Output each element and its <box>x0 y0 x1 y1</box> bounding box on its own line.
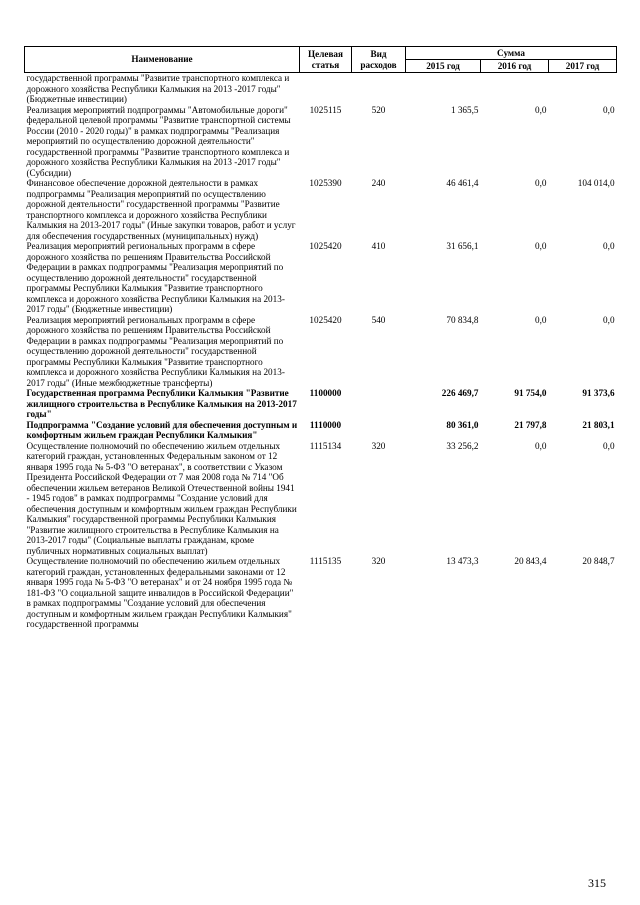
row-name: Подпрограмма "Создание условий для обеспечения доступным и комфортным жильем граждан Республики Калмыкия" <box>26 419 298 440</box>
row-expense-type: 320 <box>371 440 386 451</box>
budget-table-page <box>24 46 616 630</box>
row-target-article: 1100000 <box>309 388 342 398</box>
row-sum-2017: 21 803,1 <box>582 419 615 430</box>
header-year-2017: 2017 год <box>549 60 617 73</box>
row-name: Реализация мероприятий подпрограммы "Автомобильные дороги" федеральной целевой программы "Развитие транспортной системы России (2010 - 2020 годы)" в рамках подпрограммы "Реализация мероприятий по осуществлению дорожной деятельности" государственной программы "Развитие транспортного комплекса и дорожного хозяйства Республики Калмыкия на 2013 -2017 годы" (Субсидии) <box>26 104 291 178</box>
row-sum-2015: 70 834,8 <box>446 314 479 325</box>
row-name: Государственная программа Республики Калмыкия "Развитие жилищного строительства в Республике Калмыкия на 2013-2017 годы" <box>26 388 297 419</box>
row-sum-2015 <box>406 73 481 105</box>
header-target-article: Целевая статья <box>300 47 352 73</box>
row-name: Реализация мероприятий региональных программ в сфере дорожного хозяйства по решениям Правительства Российской Федерации в рамках подпрограммы "Реализация мероприятий по осуществлению дорожной деятельности" государственной программы Республики Калмыкия "Развитие транспортного комплекса и дорожного хозяйства Республики Калмыкия на 2013-2017 годы" (Бюджетные инвестиции) <box>26 241 285 314</box>
row-expense-type: 520 <box>371 104 386 115</box>
row-sum-2016: 0,0 <box>535 178 547 188</box>
row-sum-2016: 0,0 <box>535 104 547 115</box>
row-sum-2015: 1 365,5 <box>450 104 479 115</box>
header-name: Наименование <box>25 47 300 73</box>
row-sum-2016: 91 754,0 <box>514 388 547 398</box>
row-sum-2015: 13 473,3 <box>446 556 479 566</box>
row-expense-type <box>352 420 406 441</box>
row-sum-2017: 91 373,6 <box>582 388 615 398</box>
row-name: Осуществление полномочий по обеспечению жильем отдельных категорий граждан, установленных федеральными законами от 12 января 1995 года № 5-ФЗ "О ветеранах" и от 24 ноября 1995 года № 181-ФЗ "О социальной защите инвалидов в Российской Федерации" в рамках подпрограммы "Создание условий для обеспечения доступным и комфортным жильем граждан Республики Калмыкия" государственной программы <box>26 556 294 629</box>
row-sum-2015: 33 256,2 <box>446 440 479 451</box>
table-row <box>25 420 617 441</box>
row-name: Осуществление полномочий по обеспечению жильем отдельных категорий граждан, установленных Федеральным законом от 12 января 1995 года № 5-ФЗ "О ветеранах", в соответствии с Указом Президента Российской Федерации от 7 мая 2008 года № 714 "Об обеспечении жильем ветеранов Великой Отечественной войны 1941 - 1945 годов" в рамках подпрограммы "Создание условий для обеспечения доступным и комфортным жильем граждан Республики Калмыкия" государственной программы Республики Калмыкия "Развитие жилищного строительства в Республике Калмыкия на 2013-2017 годы" (Социальные выплаты гражданам, кроме публичных нормативных социальных выплат) <box>26 440 297 556</box>
table-row <box>25 441 617 557</box>
header-expense-type: Вид расходов <box>352 47 406 73</box>
table-row <box>25 556 617 630</box>
row-expense-type: 240 <box>371 178 386 188</box>
row-sum-2017: 20 848,7 <box>582 556 615 566</box>
row-expense-type: 320 <box>371 556 386 566</box>
table-row <box>25 315 617 389</box>
row-sum-2016 <box>481 73 549 105</box>
row-target-article: 1115135 <box>309 556 342 566</box>
table-row <box>25 73 617 105</box>
row-sum-2017: 0,0 <box>603 104 615 115</box>
row-sum-2016: 0,0 <box>535 241 547 251</box>
row-name: Финансовое обеспечение дорожной деятельности в рамках подпрограммы "Реализация мероприятий по осуществлению дорожной деятельности" государственной программы "Развитие транспортного комплекса и дорожного хозяйства Республики Калмыкия на 2013-2017 годы" (Иные закупки товаров, работ и услуг для обеспечения государственных (муниципальных) нужд) <box>26 178 296 241</box>
table-row <box>25 178 617 241</box>
row-sum-2015: 46 461,4 <box>446 178 479 188</box>
row-sum-2017: 0,0 <box>603 314 615 325</box>
row-sum-2017: 0,0 <box>603 241 615 251</box>
row-expense-type: 540 <box>371 314 386 325</box>
row-target-article: 1025420 <box>309 314 342 325</box>
row-sum-2016: 21 797,8 <box>514 419 547 430</box>
row-target-article: 1110000 <box>309 419 342 430</box>
row-target-article: 1115134 <box>309 440 342 451</box>
table-row <box>25 241 617 315</box>
header-year-2016: 2016 год <box>481 60 549 73</box>
header-year-2015: 2015 год <box>406 60 481 73</box>
row-sum-2016: 0,0 <box>535 440 547 451</box>
row-target-article: 1025390 <box>309 178 342 188</box>
row-name: государственной программы "Развитие транспортного комплекса и дорожного хозяйства Республики Калмыкия на 2013 -2017 годы"(Бюджетные инвестиции) <box>26 73 290 104</box>
row-sum-2015: 31 656,1 <box>446 241 479 251</box>
row-target-article: 1025115 <box>309 104 342 115</box>
row-sum-2016: 0,0 <box>535 314 547 325</box>
header-sum: Сумма <box>406 47 617 60</box>
row-sum-2015: 80 361,0 <box>446 419 479 430</box>
budget-table <box>24 46 617 630</box>
row-sum-2015: 226 469,7 <box>441 388 479 398</box>
row-sum-2016: 20 843,4 <box>514 556 547 566</box>
row-sum-2017: 0,0 <box>603 440 615 451</box>
table-row <box>25 388 617 420</box>
row-sum-2017 <box>549 73 617 105</box>
row-expense-type: 410 <box>371 241 386 251</box>
table-row <box>25 105 617 179</box>
table-body <box>25 73 617 630</box>
page-number: 315 <box>588 876 606 890</box>
table-header <box>25 47 617 73</box>
row-sum-2017: 104 014,0 <box>577 178 615 188</box>
row-name: Реализация мероприятий региональных программ в сфере дорожного хозяйства по решениям Правительства Российской Федерации в рамках подпрограммы "Реализация мероприятий по осуществлению дорожной деятельности" государственной программы Республики Калмыкия "Развитие транспортного комплекса и дорожного хозяйства Республики Калмыкия на 2013-2017 годы" (Иные межбюджетные трансферты) <box>26 314 285 388</box>
row-target-article: 1025420 <box>309 241 342 251</box>
row-expense-type <box>352 388 406 420</box>
row-target-article <box>300 73 352 105</box>
row-expense-type <box>352 73 406 105</box>
